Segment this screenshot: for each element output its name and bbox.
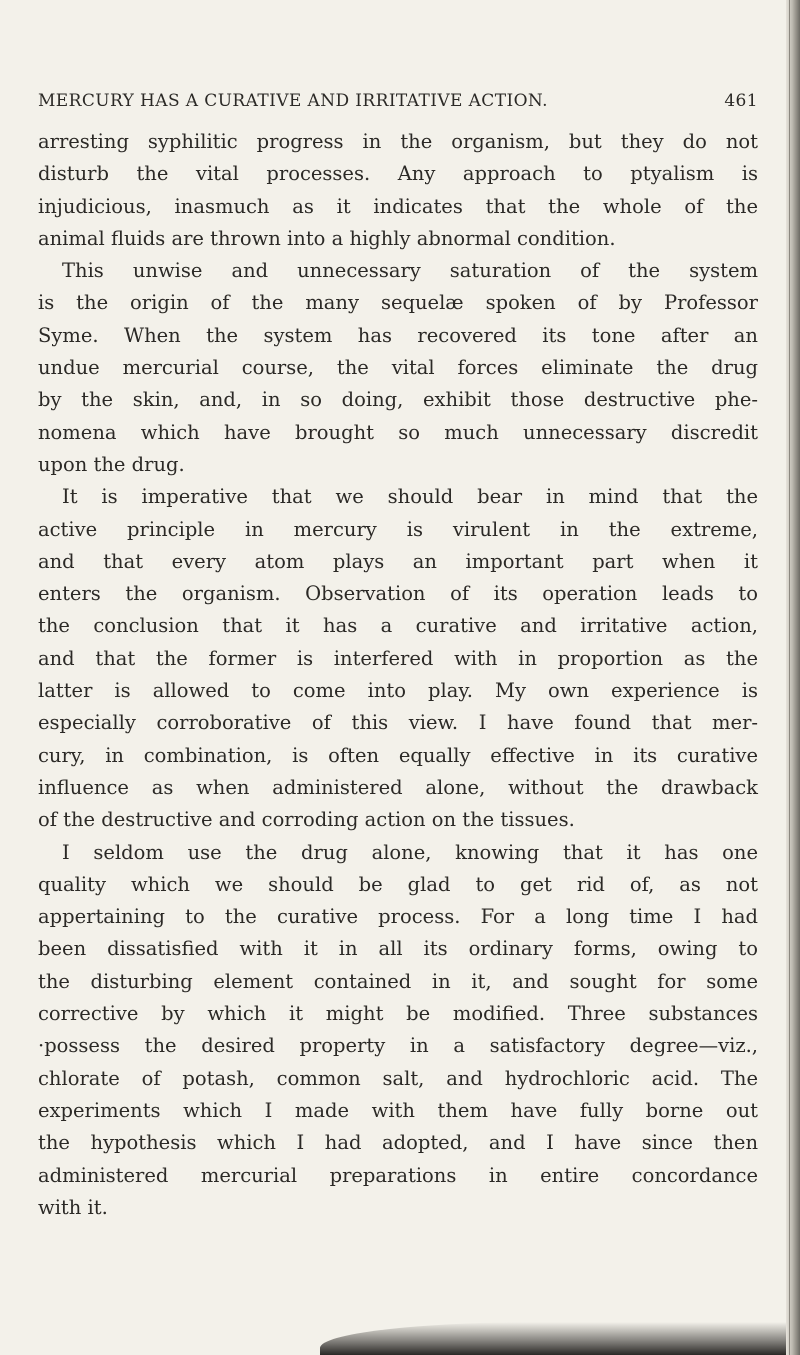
text-line: and that the former is interfered with in proportion as the <box>38 646 758 670</box>
text-line: been dissatisfied with it in all its ordinary forms, owing to <box>38 937 758 961</box>
text-line: ·possess the desired property in a satisfactory degree—viz., <box>38 1034 758 1058</box>
text-line: with it. <box>38 1195 108 1219</box>
text-line: administered mercurial preparations in entire concordance <box>38 1163 758 1187</box>
text-line: It is imperative that we should bear in mind that the <box>62 485 758 509</box>
text-line: quality which we should be glad to get rid of, as not <box>38 872 758 896</box>
text-line: active principle in mercury is virulent in the extreme, <box>38 517 758 541</box>
text-line: by the skin, and, in so doing, exhibit those destructive phe- <box>38 388 758 412</box>
text-line: I seldom use the drug alone, knowing that it has one <box>62 840 758 864</box>
text-line: experiments which I made with them have fully borne out <box>38 1098 758 1122</box>
body-text <box>38 126 758 1224</box>
text-line: arresting syphilitic progress in the organism, but they do not <box>38 130 758 153</box>
text-line: undue mercurial course, the vital forces eliminate the drug <box>38 356 758 380</box>
text-line: latter is allowed to come into play. My own experience is <box>38 679 758 703</box>
text-line: appertaining to the curative process. For a long time I had <box>38 905 758 929</box>
text-line: disturb the vital processes. Any approach to ptyalism is <box>38 162 758 186</box>
text-line: Syme. When the system has recovered its tone after an <box>38 323 758 347</box>
page-edge-line <box>789 0 790 1355</box>
running-head-title: MERCURY HAS A CURATIVE AND IRRITATIVE ACTION. <box>38 91 548 111</box>
text-line: influence as when administered alone, without the drawback <box>38 775 758 799</box>
page-number: 461 <box>724 91 758 111</box>
text-line: and that every atom plays an important part when it <box>38 549 758 573</box>
text-line: the disturbing element contained in it, and sought for some <box>38 969 758 993</box>
text-line: especially corroborative of this view. I have found that mer- <box>38 711 758 735</box>
text-line: the conclusion that it has a curative and irritative action, <box>38 614 758 638</box>
text-line: enters the organism. Observation of its operation leads to <box>38 582 758 606</box>
text-line: of the destructive and corroding action on the tissues. <box>38 808 575 832</box>
text-line: corrective by which it might be modified. Three substances <box>38 1002 758 1026</box>
text-line: This unwise and unnecessary saturation of the system <box>62 259 758 283</box>
text-line: the hypothesis which I had adopted, and I have since then <box>38 1131 758 1155</box>
binding-shadow <box>320 1322 786 1355</box>
text-line: chlorate of potash, common salt, and hydrochloric acid. The <box>38 1066 758 1090</box>
text-line: cury, in combination, is often equally effective in its curative <box>38 743 758 767</box>
text-line: injudicious, inasmuch as it indicates that the whole of the <box>38 194 758 218</box>
text-line: is the origin of the many sequelæ spoken of by Professor <box>38 291 758 315</box>
text-line: nomena which have brought so much unnecessary discredit <box>38 420 758 444</box>
text-line: animal fluids are thrown into a highly abnormal condition. <box>38 226 616 250</box>
text-line: upon the drug. <box>38 452 185 476</box>
